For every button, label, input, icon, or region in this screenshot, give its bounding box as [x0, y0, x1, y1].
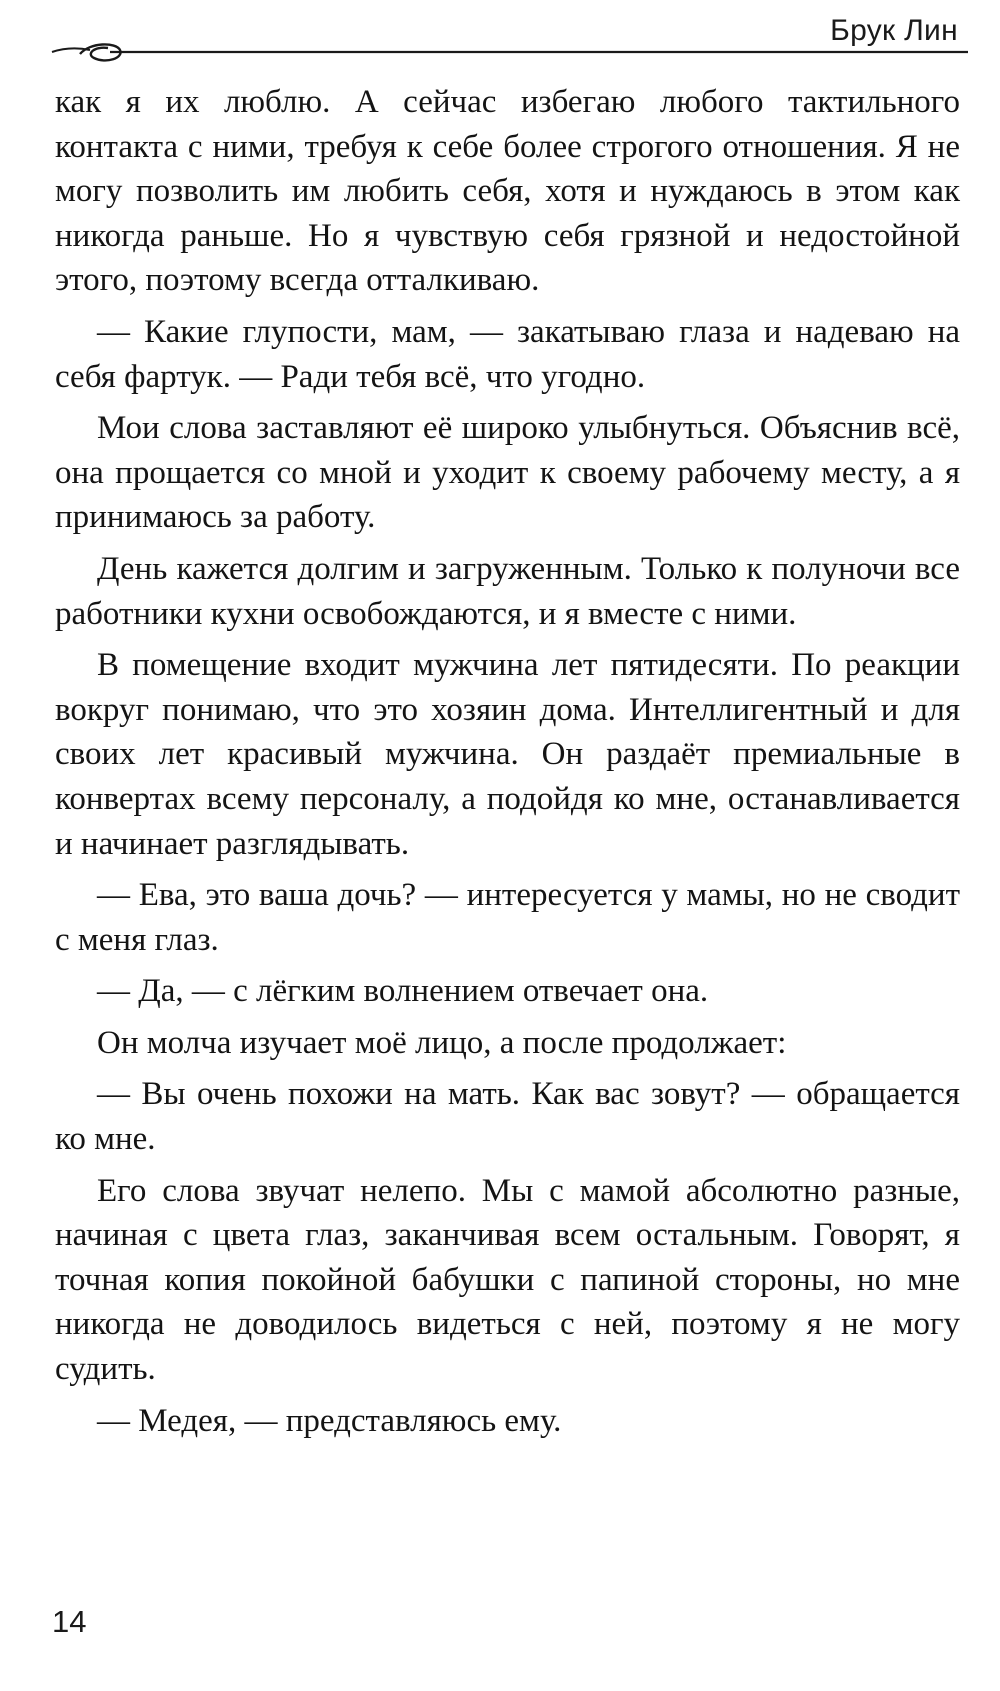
paragraph: как я их люблю. А сейчас избегаю любого тактильного контакта с ними, требуя к себе более строгого отношения. Я не могу позволить им любить себя, хотя и нуждаюсь в этом как никогда раньше. Но я чувствую себя грязной и недостойной этого, поэтому всегда отталкиваю. [55, 84, 960, 299]
paragraph: Мои слова заставляют её широко улыбнуться. Объяснив всё, она прощается со мной и уходит к своему рабочему месту, а я принимаюсь за работу. [55, 410, 960, 536]
chapter-text [55, 80, 960, 1450]
paragraph: День кажется долгим и загруженным. Только к полуночи все работники кухни освобождаются, и я вместе с ними. [55, 550, 960, 632]
paragraph: — Медея, — представляюсь ему. [97, 1402, 562, 1439]
paragraph: — Ева, это ваша дочь? — интересуется у мамы, но не сводит с меня глаз. [55, 877, 960, 958]
paragraph: Он молча изучает моё лицо, а после продолжает: [97, 1024, 787, 1061]
paragraph: — Вы очень похожи на мать. Как вас зовут? — обращается ко мне. [55, 1076, 960, 1158]
paragraph: — Да, — с лёгким волнением отвечает она. [97, 973, 709, 1010]
paragraph: — Какие глупости, мам, — закатываю глаза и надеваю на себя фартук. — Ради тебя всё, что угодно. [55, 313, 960, 395]
page-number: 14 [52, 1604, 87, 1639]
running-head-author: Брук Лин [830, 14, 958, 47]
paragraph: Его слова звучат нелепо. Мы с мамой абсолютно разные, начиная с цвета глаз, заканчивая всем остальным. Говорят, я точная копия покойной бабушки с папиной стороны, но мне никогда не доводилось видеться с ней, поэтому я не могу судить. [55, 1172, 960, 1388]
paragraph: В помещение входит мужчина лет пятидесяти. По реакции вокруг понимаю, что это хозяин дома. Интеллигентный и для своих лет красивый мужчина. Он раздаёт премиальные в конвертах всему персоналу, а подойдя ко мне, останавливается и начинает разглядывать. [55, 647, 960, 862]
header-ornament-rule [50, 40, 970, 70]
